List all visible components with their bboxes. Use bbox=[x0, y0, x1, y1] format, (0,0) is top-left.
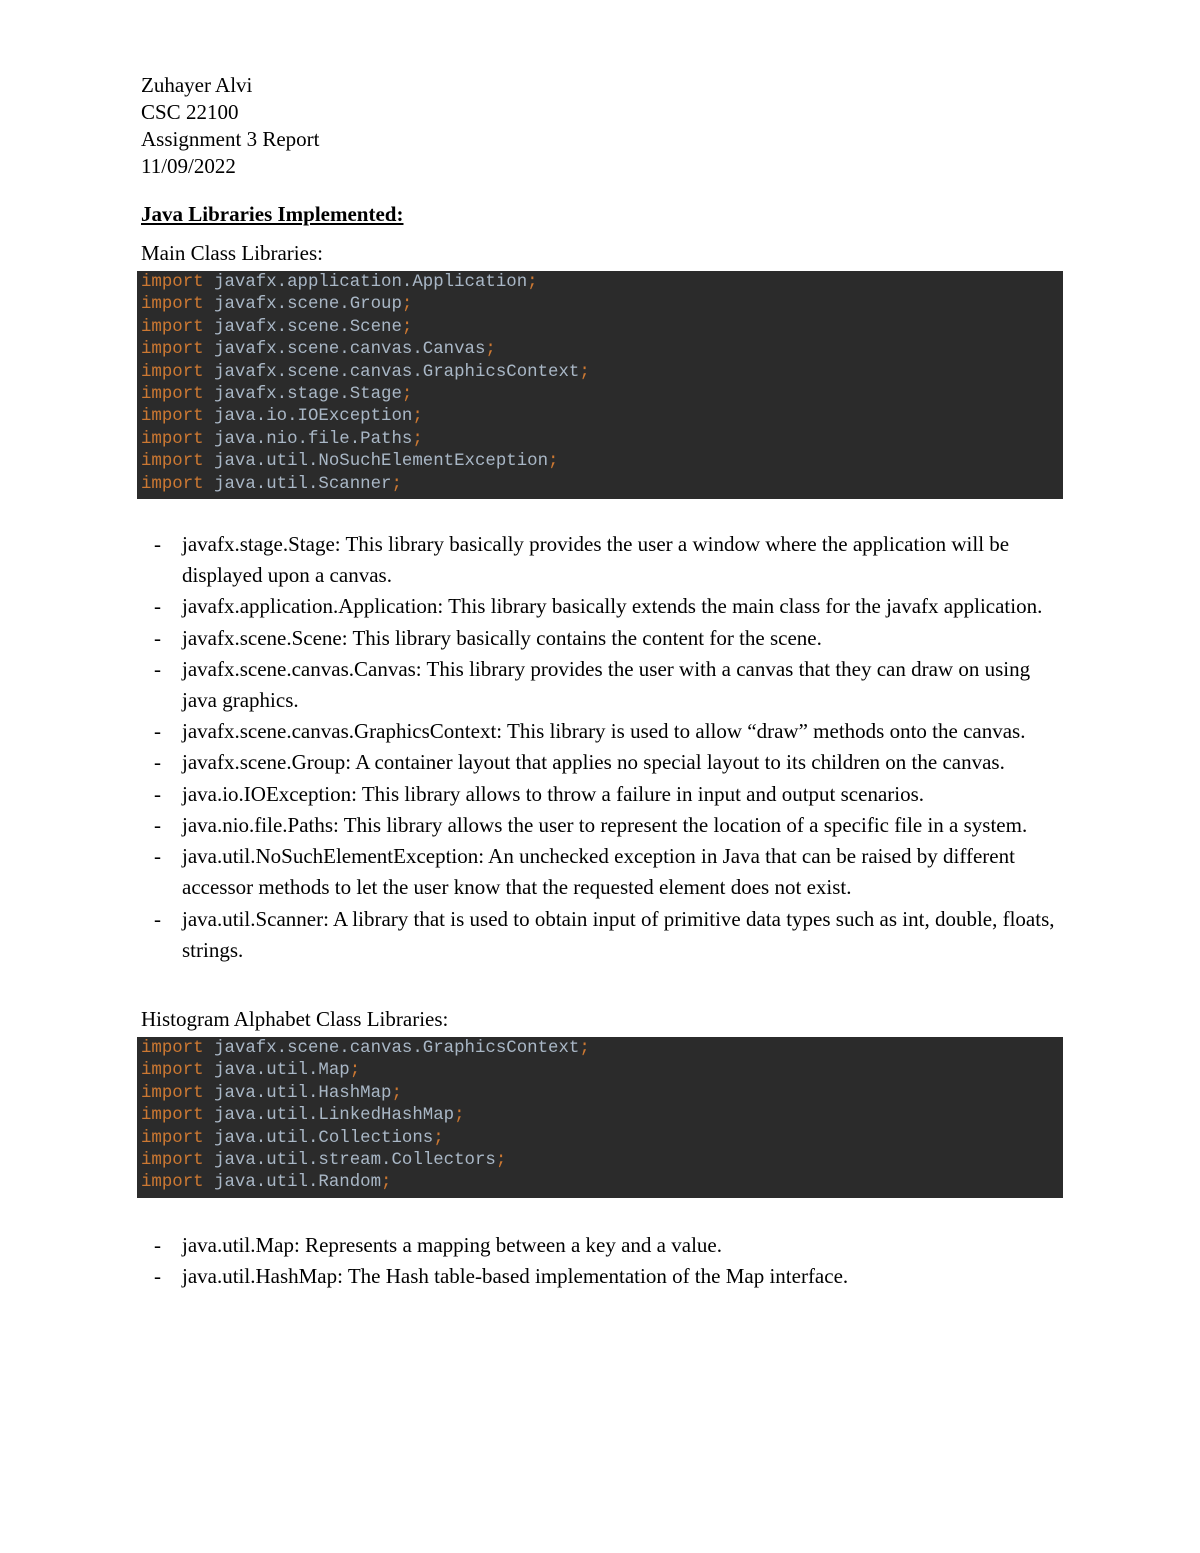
code-terminator: ; bbox=[391, 474, 402, 494]
list-item bbox=[141, 529, 1063, 591]
report-date: 11/09/2022 bbox=[141, 154, 236, 178]
library-description: java.util.NoSuchElementException: An unchecked exception in Java that can be raised by different accessor methods to let the user know that the requested element does not exist. bbox=[182, 844, 1015, 900]
library-description: java.util.Scanner: A library that is used to obtain input of primitive data types such as int, double, floats, strings. bbox=[182, 906, 1055, 962]
library-description: javafx.application.Application: This library basically extends the main class for the javafx application. bbox=[182, 594, 1043, 619]
code-line bbox=[137, 474, 1063, 496]
histogram-class-library-list bbox=[141, 1230, 1063, 1292]
code-terminator: ; bbox=[579, 1038, 590, 1058]
code-keyword: import bbox=[141, 385, 204, 405]
code-package: javafx.scene.canvas.GraphicsContext bbox=[214, 362, 580, 382]
code-terminator: ; bbox=[391, 1083, 402, 1103]
list-item bbox=[141, 716, 1063, 747]
list-item bbox=[141, 654, 1063, 716]
code-terminator: ; bbox=[527, 273, 538, 292]
code-line bbox=[137, 1150, 1063, 1172]
bullet-dash: - bbox=[154, 625, 161, 650]
list-item bbox=[141, 1230, 1063, 1261]
histogram-class-code-block bbox=[137, 1037, 1063, 1198]
code-package: java.util.stream.Collectors bbox=[214, 1150, 496, 1170]
code-keyword: import bbox=[141, 1128, 204, 1148]
code-line bbox=[137, 406, 1063, 428]
code-terminator: ; bbox=[495, 1150, 507, 1170]
code-keyword: import bbox=[141, 452, 204, 472]
bullet-dash: - bbox=[154, 1263, 161, 1288]
list-item bbox=[141, 591, 1063, 622]
code-keyword: import bbox=[141, 474, 204, 494]
list-item bbox=[141, 810, 1063, 841]
library-description: java.util.HashMap: The Hash table-based implementation of the Map interface. bbox=[182, 1263, 849, 1288]
list-item bbox=[141, 904, 1063, 966]
bullet-dash: - bbox=[154, 594, 161, 619]
code-line bbox=[137, 1083, 1063, 1105]
code-line bbox=[137, 1128, 1063, 1150]
bullet-dash: - bbox=[154, 781, 161, 806]
code-package: java.util.HashMap bbox=[214, 1083, 392, 1103]
code-line bbox=[137, 384, 1063, 406]
code-package: java.util.Scanner bbox=[214, 474, 392, 494]
code-line bbox=[137, 362, 1063, 384]
code-keyword: import bbox=[141, 295, 204, 315]
code-line bbox=[137, 294, 1063, 316]
bullet-dash: - bbox=[154, 1232, 161, 1257]
histogram-class-label: Histogram Alphabet Class Libraries: bbox=[141, 1006, 449, 1031]
code-terminator: ; bbox=[401, 295, 413, 315]
code-package: javafx.scene.Group bbox=[214, 295, 402, 315]
list-item bbox=[141, 623, 1063, 654]
bullet-dash: - bbox=[154, 532, 161, 557]
code-keyword: import bbox=[141, 429, 204, 449]
code-keyword: import bbox=[141, 340, 204, 360]
code-keyword: import bbox=[141, 1083, 204, 1103]
code-terminator: ; bbox=[412, 407, 423, 427]
code-keyword: import bbox=[141, 273, 204, 292]
code-terminator: ; bbox=[401, 385, 413, 405]
bullet-dash: - bbox=[154, 750, 161, 775]
code-terminator: ; bbox=[433, 1128, 444, 1148]
library-description: javafx.scene.canvas.GraphicsContext: This library is used to allow “draw” methods onto the canvas. bbox=[182, 719, 1026, 744]
code-package: javafx.scene.canvas.Canvas bbox=[214, 340, 486, 360]
code-package: javafx.stage.Stage bbox=[214, 385, 402, 405]
library-description: java.util.Map: Represents a mapping between a key and a value. bbox=[182, 1232, 722, 1257]
bullet-dash: - bbox=[154, 844, 161, 869]
library-description: javafx.scene.Scene: This library basically contains the content for the scene. bbox=[182, 625, 822, 650]
bullet-dash: - bbox=[154, 656, 161, 681]
list-item bbox=[141, 779, 1063, 810]
list-item bbox=[141, 1261, 1063, 1292]
code-package: java.nio.file.Paths bbox=[214, 429, 413, 449]
bullet-dash: - bbox=[154, 906, 161, 931]
code-line bbox=[137, 1105, 1063, 1127]
code-keyword: import bbox=[141, 1173, 204, 1193]
main-class-library-list bbox=[141, 529, 1063, 966]
code-package: java.util.Map bbox=[214, 1061, 350, 1081]
course-code: CSC 22100 bbox=[141, 100, 239, 124]
library-description: java.nio.file.Paths: This library allows the user to represent the location of a specific file in a system. bbox=[182, 812, 1028, 837]
code-line bbox=[137, 272, 1063, 294]
main-class-label: Main Class Libraries: bbox=[141, 241, 323, 265]
code-package: javafx.scene.Scene bbox=[214, 317, 402, 337]
code-keyword: import bbox=[141, 1038, 204, 1058]
library-description: javafx.scene.Group: A container layout that applies no special layout to its children on the canvas. bbox=[182, 750, 1005, 775]
code-line bbox=[137, 1038, 1063, 1060]
library-description: javafx.stage.Stage: This library basically provides the user a window where the application will be displayed upon a canvas. bbox=[182, 532, 1010, 588]
code-terminator: ; bbox=[454, 1106, 465, 1126]
code-line bbox=[137, 1172, 1063, 1194]
list-item bbox=[141, 841, 1063, 903]
code-line bbox=[137, 1060, 1063, 1082]
code-keyword: import bbox=[141, 1061, 204, 1081]
code-package: java.util.LinkedHashMap bbox=[214, 1106, 455, 1126]
code-package: java.util.Random bbox=[214, 1173, 382, 1193]
code-keyword: import bbox=[141, 1106, 204, 1126]
report-title: Assignment 3 Report bbox=[141, 127, 320, 151]
code-package: javafx.scene.canvas.GraphicsContext bbox=[214, 1038, 580, 1058]
code-package: java.util.Collections bbox=[214, 1128, 434, 1148]
code-line bbox=[137, 317, 1063, 339]
code-terminator: ; bbox=[485, 340, 496, 360]
list-item bbox=[141, 747, 1063, 778]
code-package: javafx.application.Application bbox=[214, 273, 528, 292]
code-terminator: ; bbox=[548, 452, 559, 472]
code-terminator: ; bbox=[579, 362, 590, 382]
bullet-dash: - bbox=[154, 719, 161, 744]
code-terminator: ; bbox=[412, 429, 423, 449]
bullet-dash: - bbox=[154, 812, 161, 837]
code-package: java.util.NoSuchElementException bbox=[214, 452, 549, 472]
section-heading: Java Libraries Implemented: bbox=[141, 202, 404, 226]
code-keyword: import bbox=[141, 407, 204, 427]
code-line bbox=[137, 339, 1063, 361]
code-keyword: import bbox=[141, 1150, 204, 1170]
code-terminator: ; bbox=[381, 1173, 392, 1193]
author-name: Zuhayer Alvi bbox=[141, 73, 253, 97]
document-content bbox=[141, 72, 1063, 1292]
code-package: java.io.IOException bbox=[214, 407, 413, 427]
code-line bbox=[137, 429, 1063, 451]
code-line bbox=[137, 451, 1063, 473]
code-keyword: import bbox=[141, 317, 204, 337]
library-description: javafx.scene.canvas.Canvas: This library provides the user with a canvas that they can draw on using java graphics. bbox=[182, 656, 1031, 713]
code-keyword: import bbox=[141, 362, 204, 382]
library-description: java.io.IOException: This library allows to throw a failure in input and output scenarios. bbox=[182, 781, 925, 806]
code-terminator: ; bbox=[349, 1061, 361, 1081]
main-class-code-block bbox=[137, 271, 1063, 499]
code-terminator: ; bbox=[401, 317, 413, 337]
